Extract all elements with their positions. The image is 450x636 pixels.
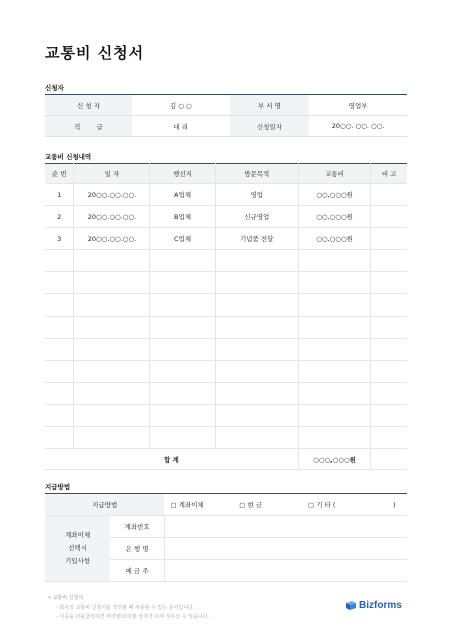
notes-line: - 회사의 교통비 신청서를 작성할 때 사용할 수 있는 문서입니다.	[56, 604, 195, 611]
total-label: 합 계	[45, 449, 298, 470]
row-date[interactable]	[74, 250, 150, 272]
row-purpose[interactable]: 기념품 전달	[215, 228, 298, 250]
row-date[interactable]: 20○○.○○.○○.	[74, 228, 150, 250]
notes-line: - 이곳을 더블클릭하면 머리말/꼬리말 상자가 뜨며 지우실 수 있습니다.	[56, 614, 210, 620]
total-value[interactable]: ○○○,○○○원	[298, 449, 370, 470]
applicant-label-date: 신청일자	[230, 116, 310, 137]
notes-bullet: • 교통비 신청서	[48, 595, 84, 601]
applicant-label-rank: 직 급	[45, 116, 132, 137]
row-remark[interactable]	[371, 316, 407, 338]
row-date[interactable]	[74, 338, 150, 360]
row-purpose[interactable]	[215, 427, 298, 449]
brand-logo	[345, 600, 402, 611]
details-row	[45, 360, 407, 382]
row-remark[interactable]	[371, 338, 407, 360]
row-fare[interactable]	[298, 294, 370, 316]
row-fare[interactable]	[298, 404, 370, 426]
row-purpose[interactable]	[215, 360, 298, 382]
column-header: 행선지	[150, 164, 215, 184]
row-number	[45, 294, 74, 316]
row-number	[45, 360, 74, 382]
row-remark[interactable]	[371, 294, 407, 316]
account-row	[45, 516, 407, 538]
row-destination[interactable]: B업체	[150, 206, 215, 228]
row-purpose[interactable]	[215, 316, 298, 338]
row-remark[interactable]	[371, 427, 407, 449]
applicant-label-department: 부 서 명	[230, 95, 310, 116]
row-date[interactable]	[74, 294, 150, 316]
row-remark[interactable]	[371, 272, 407, 294]
applicant-row	[45, 95, 407, 116]
account-number-label: 계좌번호	[110, 516, 164, 538]
row-purpose[interactable]: 신규영업	[215, 206, 298, 228]
row-number	[45, 382, 74, 404]
bank-name-label: 은 행 명	[110, 538, 164, 560]
account-group-line: 선택시	[68, 544, 87, 552]
row-fare[interactable]	[298, 338, 370, 360]
notes-bullet-text: 교통비 신청서	[52, 595, 84, 601]
details-row	[45, 316, 407, 338]
option-other-close: )	[382, 494, 407, 516]
row-destination[interactable]	[150, 360, 215, 382]
row-fare[interactable]	[298, 316, 370, 338]
row-number: 3	[45, 228, 74, 250]
details-row	[45, 272, 407, 294]
details-row	[45, 382, 407, 404]
row-fare[interactable]: ○○,○○○원	[298, 228, 370, 250]
details-header-row	[45, 164, 407, 184]
row-number	[45, 250, 74, 272]
bizforms-logo-icon	[345, 600, 357, 611]
payment-table	[45, 493, 407, 582]
applicant-label-name: 신 청 자	[45, 95, 132, 116]
row-remark[interactable]	[371, 206, 407, 228]
row-destination[interactable]: A업체	[150, 184, 215, 206]
details-row	[45, 184, 407, 206]
column-header: 비 고	[371, 164, 407, 184]
account-group-line: 계좌이체	[65, 531, 91, 539]
row-remark[interactable]	[371, 382, 407, 404]
account-group-line: 기입사항	[65, 557, 91, 565]
payment-section-heading: 지급방법	[45, 483, 71, 491]
payment-method-row	[45, 494, 407, 516]
row-destination[interactable]	[150, 272, 215, 294]
row-remark[interactable]	[371, 228, 407, 250]
details-row	[45, 427, 407, 449]
row-date[interactable]	[74, 360, 150, 382]
row-destination[interactable]	[150, 316, 215, 338]
row-fare[interactable]	[298, 382, 370, 404]
row-number	[45, 404, 74, 426]
details-row	[45, 294, 407, 316]
row-destination[interactable]	[150, 382, 215, 404]
row-number: 2	[45, 206, 74, 228]
row-destination[interactable]	[150, 427, 215, 449]
applicant-value-department[interactable]: 영업부	[309, 95, 407, 116]
column-header: 일 자	[74, 164, 150, 184]
row-remark[interactable]	[371, 184, 407, 206]
row-date[interactable]: 20○○.○○.○○.	[74, 206, 150, 228]
row-number	[45, 427, 74, 449]
applicant-section-heading: 신청자	[45, 84, 64, 92]
applicant-value-name[interactable]: 김 ○ ○	[132, 95, 230, 116]
account-number-field[interactable]	[164, 516, 407, 538]
account-holder-label: 예 금 주	[110, 560, 164, 582]
applicant-value-date[interactable]: 20○○. ○○. ○○.	[309, 116, 407, 137]
row-fare[interactable]	[298, 272, 370, 294]
details-total-row	[45, 449, 407, 470]
details-row	[45, 206, 407, 228]
column-header: 교통비	[298, 164, 370, 184]
row-purpose[interactable]	[215, 404, 298, 426]
row-fare[interactable]: ○○,○○○원	[298, 184, 370, 206]
row-remark[interactable]	[371, 404, 407, 426]
row-fare[interactable]	[298, 427, 370, 449]
details-row	[45, 228, 407, 250]
row-purpose[interactable]	[215, 382, 298, 404]
row-remark[interactable]	[371, 250, 407, 272]
row-remark[interactable]	[371, 360, 407, 382]
row-purpose[interactable]	[215, 338, 298, 360]
row-date[interactable]	[74, 382, 150, 404]
option-other[interactable]: ▢ 기 타 (	[302, 494, 382, 516]
row-date[interactable]	[74, 427, 150, 449]
row-destination[interactable]: C업체	[150, 228, 215, 250]
row-purpose[interactable]: 영업	[215, 184, 298, 206]
row-number	[45, 272, 74, 294]
row-date[interactable]	[74, 272, 150, 294]
details-table	[45, 163, 407, 470]
row-fare[interactable]	[298, 250, 370, 272]
page-title: 교통비 신청서	[45, 44, 145, 62]
row-number: 1	[45, 184, 74, 206]
row-destination[interactable]	[150, 338, 215, 360]
row-date[interactable]	[74, 404, 150, 426]
row-fare[interactable]	[298, 360, 370, 382]
details-row	[45, 250, 407, 272]
account-group-label	[45, 516, 110, 582]
applicant-value-rank[interactable]: 대 리	[132, 116, 230, 137]
row-purpose[interactable]	[215, 272, 298, 294]
applicant-row	[45, 116, 407, 137]
details-section-heading: 교통비 신청내역	[45, 153, 92, 161]
details-row	[45, 404, 407, 426]
footer-notes	[48, 594, 209, 623]
brand-name: Bizforms	[359, 600, 402, 611]
row-date[interactable]: 20○○.○○.○○.	[74, 184, 150, 206]
row-date[interactable]	[74, 316, 150, 338]
option-cash[interactable]: ▢ 현 금	[233, 494, 302, 516]
row-destination[interactable]	[150, 294, 215, 316]
total-remark[interactable]	[371, 449, 407, 470]
account-holder-field[interactable]	[164, 560, 407, 582]
row-destination[interactable]	[150, 250, 215, 272]
option-bank-transfer[interactable]: ▢ 계좌이체	[164, 494, 233, 516]
row-number	[45, 338, 74, 360]
row-fare[interactable]: ○○,○○○원	[298, 206, 370, 228]
bank-name-field[interactable]	[164, 538, 407, 560]
details-row	[45, 338, 407, 360]
row-destination[interactable]	[150, 404, 215, 426]
row-purpose[interactable]	[215, 294, 298, 316]
row-purpose[interactable]	[215, 250, 298, 272]
column-header: 방문목적	[215, 164, 298, 184]
payment-method-label: 지급방법	[45, 494, 164, 516]
column-header: 순 번	[45, 164, 74, 184]
applicant-table	[45, 94, 407, 137]
row-number	[45, 316, 74, 338]
